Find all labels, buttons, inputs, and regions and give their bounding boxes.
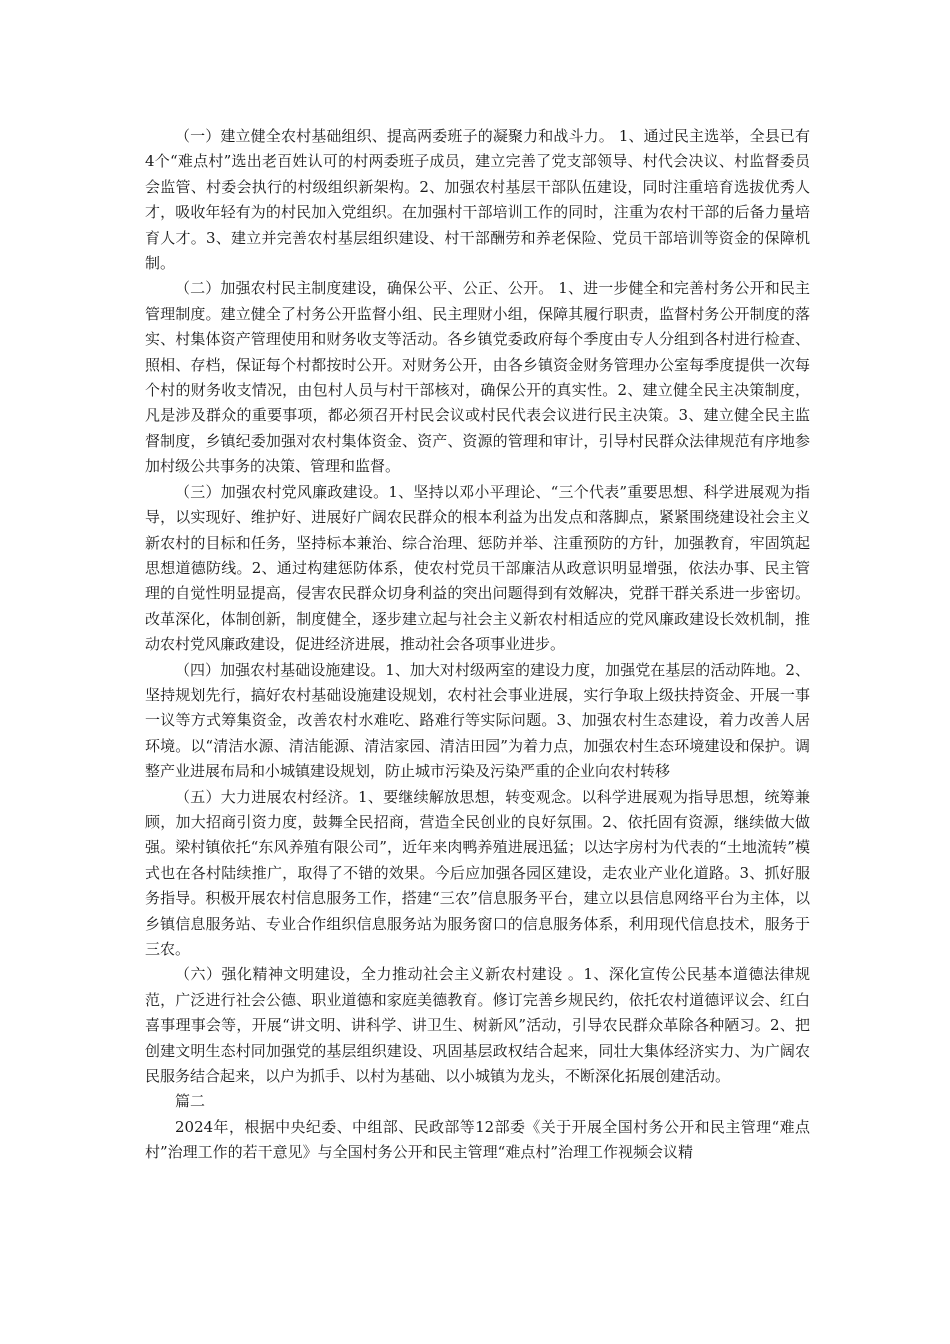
document-body bbox=[145, 124, 810, 1166]
closing-paragraph: 2024年，根据中央纪委、中组部、民政部等12部委《关于开展全国村务公开和民主管理“难点村”治理工作的若干意见》与全国村务公开和民主管理“难点村”治理工作视频会议精 bbox=[145, 1117, 810, 1162]
paragraph-5: （五）大力进展农村经济。1、要继续解放思想，转变观念。以科学进展观为指导思想，统筹兼顾，加大招商引资力度，鼓舞全民招商，营造全民创业的良好氛围。2、依托固有资源，继续做大做强。梁村镇依托“东风养殖有限公司”，近年来肉鸭养殖进展迅猛；以达字房村为代表的“土地流转”模式也在各村陆续推广，取得了不错的效果。今后应加强各园区建设，走农业产业化道路。3、抓好服务指导。积极开展农村信息服务工作，搭建“三农”信息服务平台，建立以县信息网络平台为主体，以乡镇信息服务站、专业合作组织信息服务站为服务窗口的信息服务体系，利用现代信息技术，服务于三农。 bbox=[145, 787, 810, 958]
paragraph-1: （一）建立健全农村基础组织、提高两委班子的凝聚力和战斗力。 1、通过民主选举，全县已有4个“难点村”选出老百姓认可的村两委班子成员，建立完善了党支部领导、村代会决议、村监督委员会监管、村委会执行的村级组织新架构。2、加强农村基层干部队伍建设，同时注重培育选拔优秀人才，吸收年轻有为的村民加入党组织。在加强村干部培训工作的同时，注重为农村干部的后备力量培育人才。3、建立并完善农村基层组织建设、村干部酬劳和养老保险、党员干部培训等资金的保障机制。 bbox=[145, 127, 810, 273]
section-heading: 篇二 bbox=[175, 1092, 206, 1111]
paragraph-4: （四）加强农村基础设施建设。1、加大对村级两室的建设力度，加强党在基层的活动阵地。2、坚持规划先行，搞好农村基础设施建设规划，农村社会事业进展，实行争取上级扶持资金、开展一事一议等方式筹集资金，改善农村水难吃、路难行等实际问题。3、加强农村生态建设，着力改善人居环境。以“清洁水源、清洁能源、清洁家园、清洁田园”为着力点，加强农村生态环境建设和保护。调整产业进展布局和小城镇建设规划，防止城市污染及污染严重的企业向农村转移 bbox=[145, 660, 810, 781]
paragraph-2: （二）加强农村民主制度建设，确保公平、公正、公开。 1、进一步健全和完善村务公开和民主管理制度。建立健全了村务公开监督小组、民主理财小组，保障其履行职责，监督村务公开制度的落实、村集体资产管理使用和财务收支等活动。各乡镇党委政府每个季度由专人分组到各村进行检查、照相、存档，保证每个村都按时公开。对财务公开，由各乡镇资金财务管理办公室每季度提供一次每个村的财务收支情况，由包村人员与村干部核对，确保公开的真实性。2、建立健全民主决策制度，凡是涉及群众的重要事项，都必须召开村民会议或村民代表会议进行民主决策。3、建立健全民主监督制度，乡镇纪委加强对农村集体资金、资产、资源的管理和审计，引导村民群众法律规范有序地参加村级公共事务的决策、管理和监督。 bbox=[145, 279, 810, 476]
paragraph-3: （三）加强农村党风廉政建设。1、坚持以邓小平理论、“三个代表”重要思想、科学进展观为指导，以实现好、维护好、进展好广阔农民群众的根本利益为出发点和落脚点，紧紧围绕建设社会主义新农村的目标和任务，坚持标本兼治、综合治理、惩防并举、注重预防的方针，加强教育，牢固筑起思想道德防线。2、通过构建惩防体系，使农村党员干部廉洁从政意识明显增强，依法办事、民主管理的自觉性明显提高，侵害农民群众切身利益的突出问题得到有效解决，党群干群关系进一步密切。改革深化，体制创新，制度健全，逐步建立起与社会主义新农村相适应的党风廉政建设长效机制，推动农村党风廉政建设，促进经济进展，推动社会各项事业进步。 bbox=[145, 482, 810, 654]
paragraph-6: （六）强化精神文明建设，全力推动社会主义新农村建设 。1、深化宣传公民基本道德法律规范，广泛进行社会公德、职业道德和家庭美德教育。修订完善乡规民约，依托农村道德评议会、红白喜事理事会等，开展“讲文明、讲科学、讲卫生、树新风”活动，引导农民群众革除各种陋习。2、把创建文明生态村同加强党的基层组织建设、巩固基层政权结合起来，同壮大集体经济实力、为广阔农民服务结合起来，以户为抓手、以村为基础、以小城镇为龙头，不断深化拓展创建活动。 bbox=[145, 965, 810, 1086]
